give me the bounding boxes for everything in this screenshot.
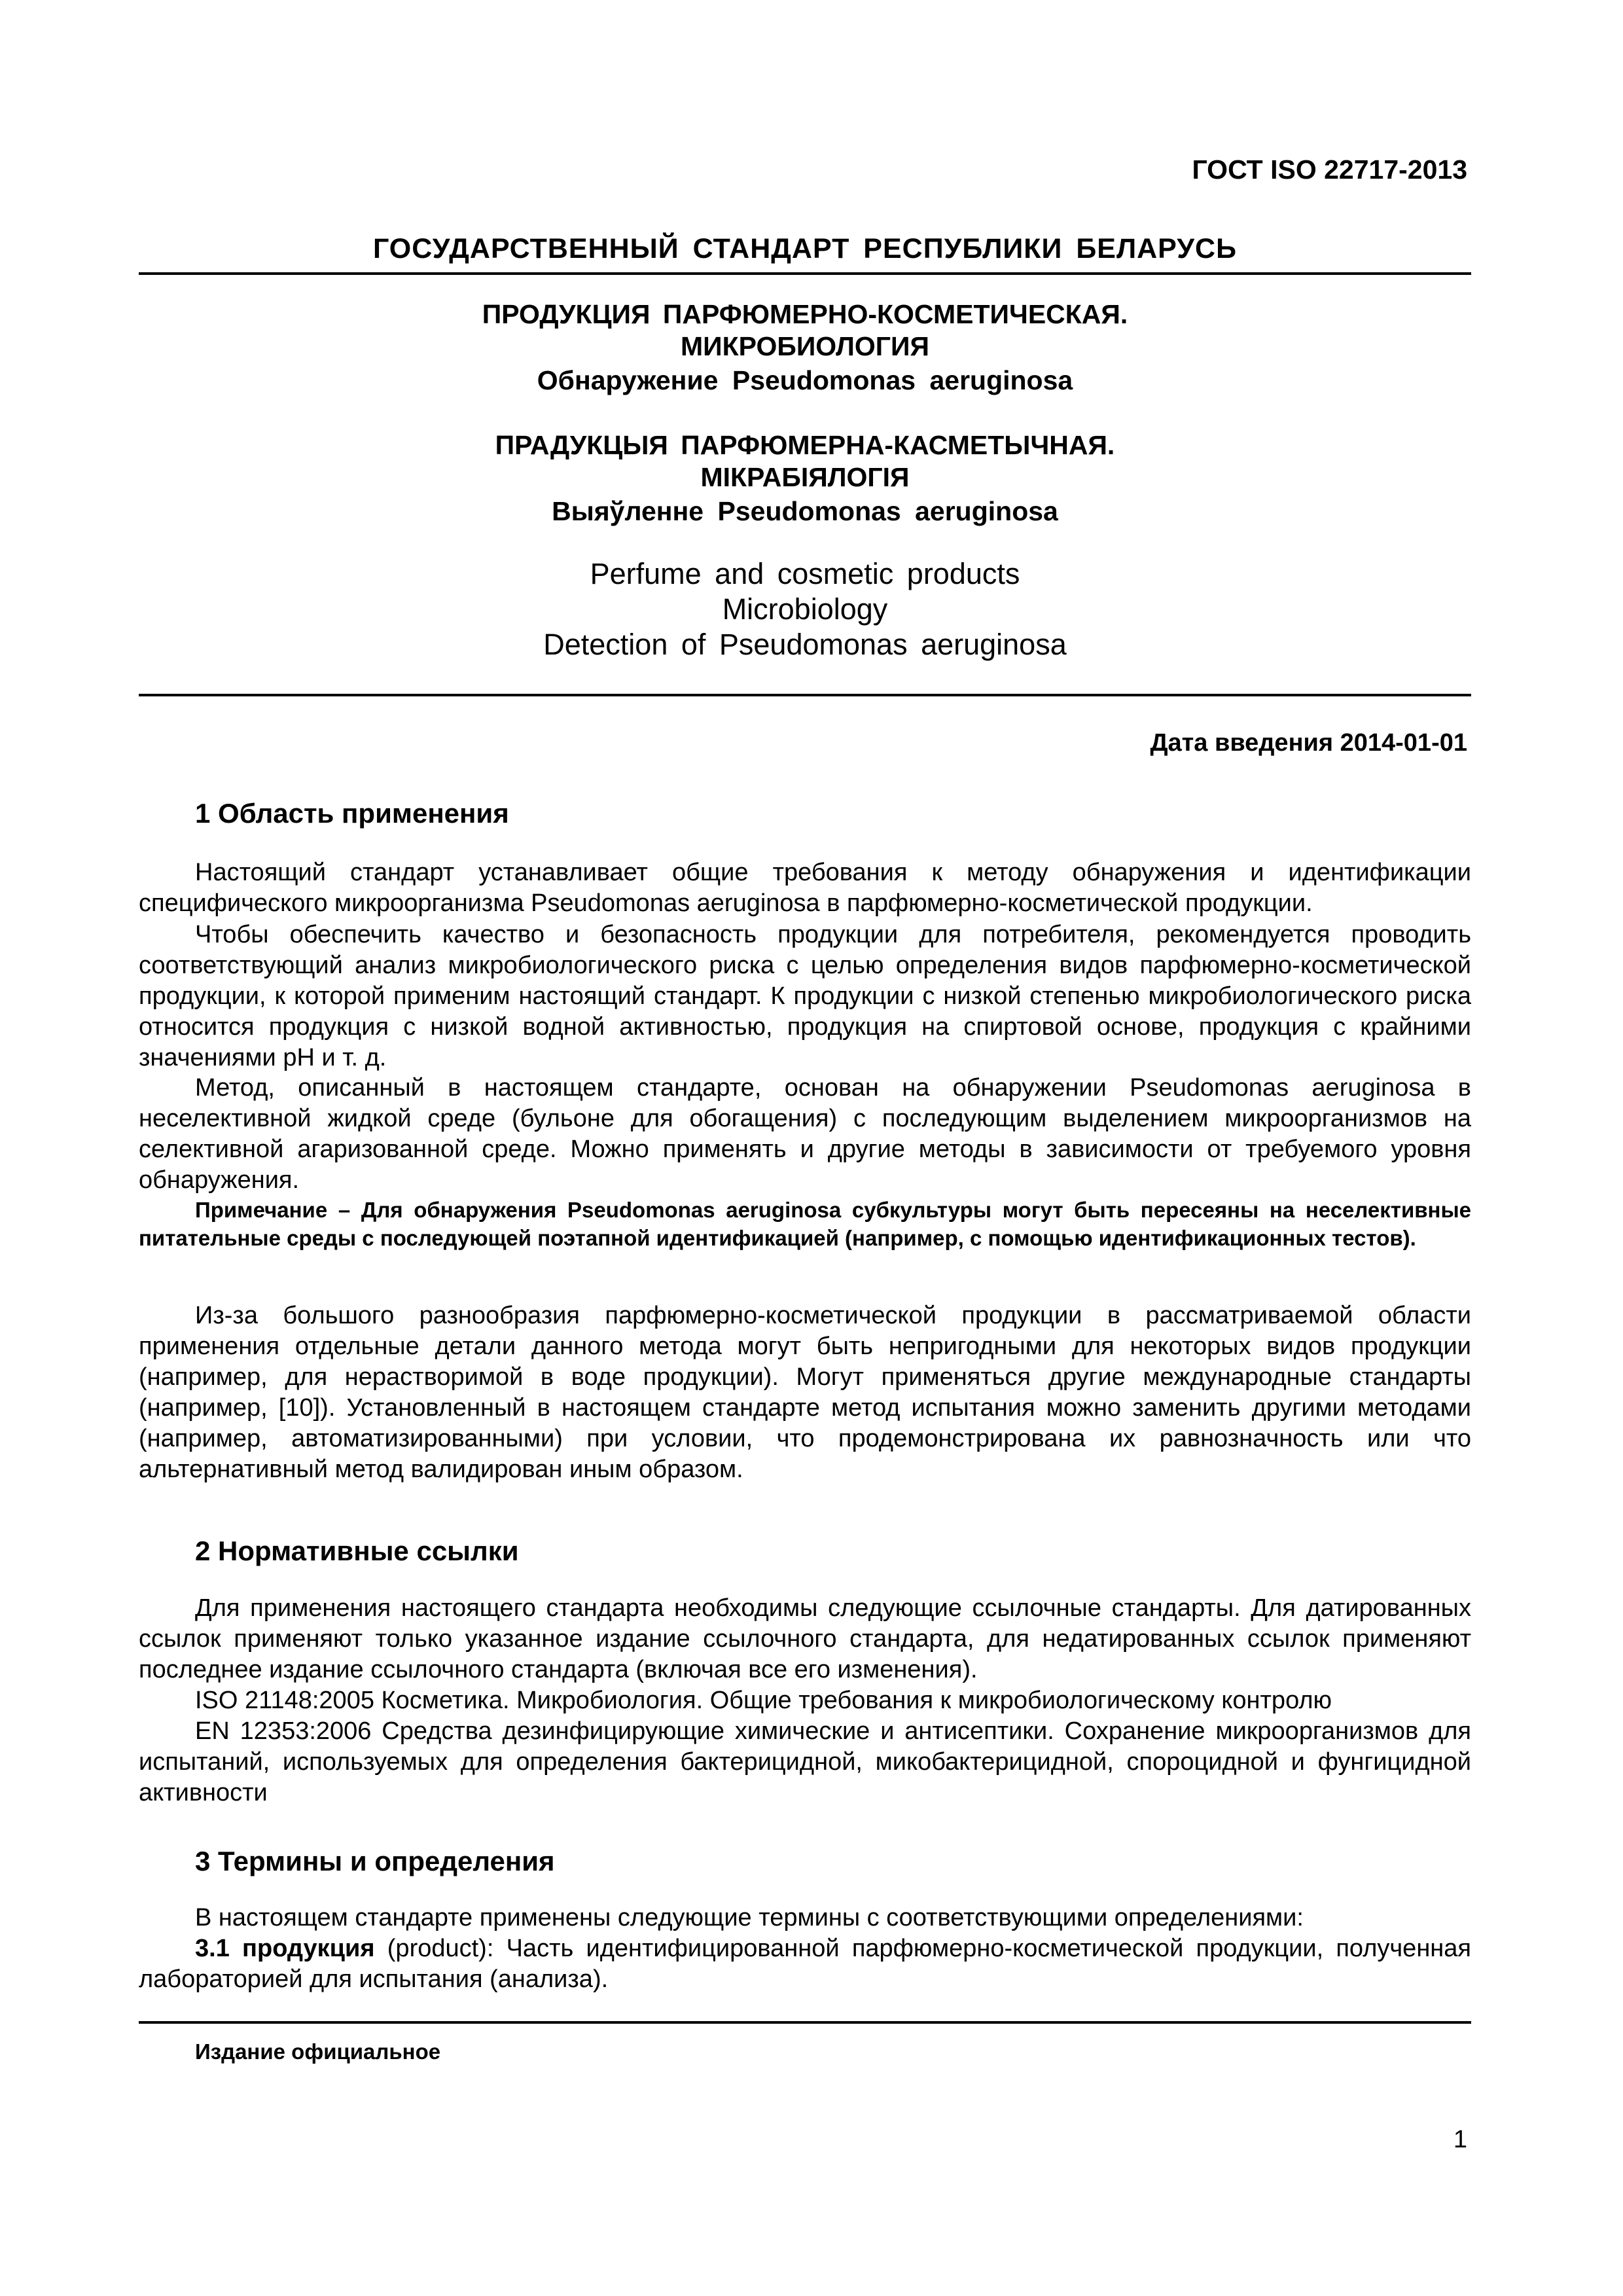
section-3-term-3-1 [139, 1933, 1471, 1995]
title-en-line1: Perfume and cosmetic products [590, 557, 1020, 590]
note-text: – Для обнаружения Pseudomonas aeruginosa субкультуры могут быть пересеяны на неселективные питательные среды с последующей поэтапной идентификацией (например, с помощью идентификационных тестов). [139, 1198, 1471, 1250]
document-code: ГОСТ ISO 22717-2013 [1192, 154, 1467, 185]
section-1-paragraph-3: Метод, описанный в настоящем стандарте, основан на обнаружении Pseudomonas aeruginosa в неселективной жидкой среде (бульоне для обогащения) с последующим выделением микроорганизмов на селективной агаризованной среде. Можно применять и другие методы в зависимости от требуемого уровня обнаружения. [139, 1074, 1471, 1194]
introduction-date: Дата введения 2014-01-01 [1150, 729, 1467, 757]
title-ru-line2: МИКРОБИОЛОГИЯ [681, 331, 929, 361]
term-definition: (product): Часть идентифицированной парфюмерно-косметической продукции, полученная лабораторией для испытания (анализа). [139, 1935, 1471, 1993]
title-by-line3: Выяўленне Pseudomonas aeruginosa [552, 496, 1058, 526]
section-2-reference-2: EN 12353:2006 Средства дезинфицирующие химические и антисептики. Сохранение микроорганизмов для испытаний, используемых для определения бактерицидной, микобактерицидной, спороцидной и фунгицидной активности [139, 1717, 1471, 1806]
title-en-line3: Detection of Pseudomonas aeruginosa [543, 628, 1067, 661]
title-by-line1: ПРАДУКЦЫЯ ПАРФЮМЕРНА-КАСМЕТЫЧНАЯ. [495, 430, 1115, 460]
title-ru [139, 298, 1471, 399]
section-1-note [139, 1196, 1471, 1252]
term-name: продукция [242, 1935, 375, 1962]
section-1-paragraph-4: Из-за большого разнообразия парфюмерно-косметической продукции в рассматриваемой области применения отдельные детали данного метода могут быть непригодными для некоторых видов продукции (например, для нерастворимой в воде продукции). Могут применяться другие международные стандарты (например, [10]). Установленный в настоящем стандарте метод испытания можно заменить другими методами (например, автоматизированными) при условии, что продемонстрирована их равнозначность или что альтернативный метод валидирован иным образом. [139, 1302, 1471, 1483]
section-1-heading: 1 Область применения [195, 798, 509, 829]
section-1-paragraph-1: Настоящий стандарт устанавливает общие требования к методу обнаружения и идентификации специфического микроорганизма Pseudomonas aeruginosa в парфюмерно-косметической продукции. [139, 859, 1471, 917]
title-en [139, 556, 1471, 662]
title-ru-line3: Обнаружение Pseudomonas aeruginosa [537, 365, 1073, 395]
official-edition-label: Издание официальное [195, 2039, 441, 2064]
section-3-paragraph-1: В настоящем стандарте применены следующие термины с соответствующими определениями: [195, 1904, 1304, 1931]
section-2-reference-1: ISO 21148:2005 Косметика. Микробиология. Общие требования к микробиологическому контролю [195, 1687, 1332, 1714]
title-ru-line1: ПРОДУКЦИЯ ПАРФЮМЕРНО-КОСМЕТИЧЕСКАЯ. [482, 299, 1128, 329]
note-label: Примечание [195, 1198, 328, 1222]
section-2-paragraph-1: Для применения настоящего стандарта необходимы следующие ссылочные стандарты. Для датированных ссылок применяют только указанное издание ссылочного стандарта, для недатированных ссылок применяют последнее издание ссылочного стандарта (включая все его изменения). [139, 1594, 1471, 1683]
title-by-line2: МІКРАБІЯЛОГІЯ [700, 462, 910, 492]
title-divider [139, 694, 1471, 696]
page-number: 1 [1453, 2126, 1467, 2153]
state-standard-title: ГОСУДАРСТВЕННЫЙ СТАНДАРТ РЕСПУБЛИКИ БЕЛАРУСЬ [372, 233, 1238, 264]
footer-divider [139, 2021, 1471, 2024]
title-en-line2: Microbiology [722, 592, 888, 626]
section-3-heading: 3 Термины и определения [195, 1846, 555, 1876]
section-1-paragraph-2: Чтобы обеспечить качество и безопасность продукции для потребителя, рекомендуется проводить соответствующий анализ микробиологического риска с целью определения видов парфюмерно-косметической продукции, к которой применим настоящий стандарт. К продукции с низкой степенью микробиологического риска относится продукция с низкой водной активностью, продукция на спиртовой основе, продукция с крайними значениями pH и т. д. [139, 921, 1471, 1071]
term-number: 3.1 [195, 1935, 230, 1962]
section-2-heading: 2 Нормативные ссылки [195, 1535, 519, 1566]
title-by [139, 429, 1471, 529]
top-divider [139, 272, 1471, 275]
